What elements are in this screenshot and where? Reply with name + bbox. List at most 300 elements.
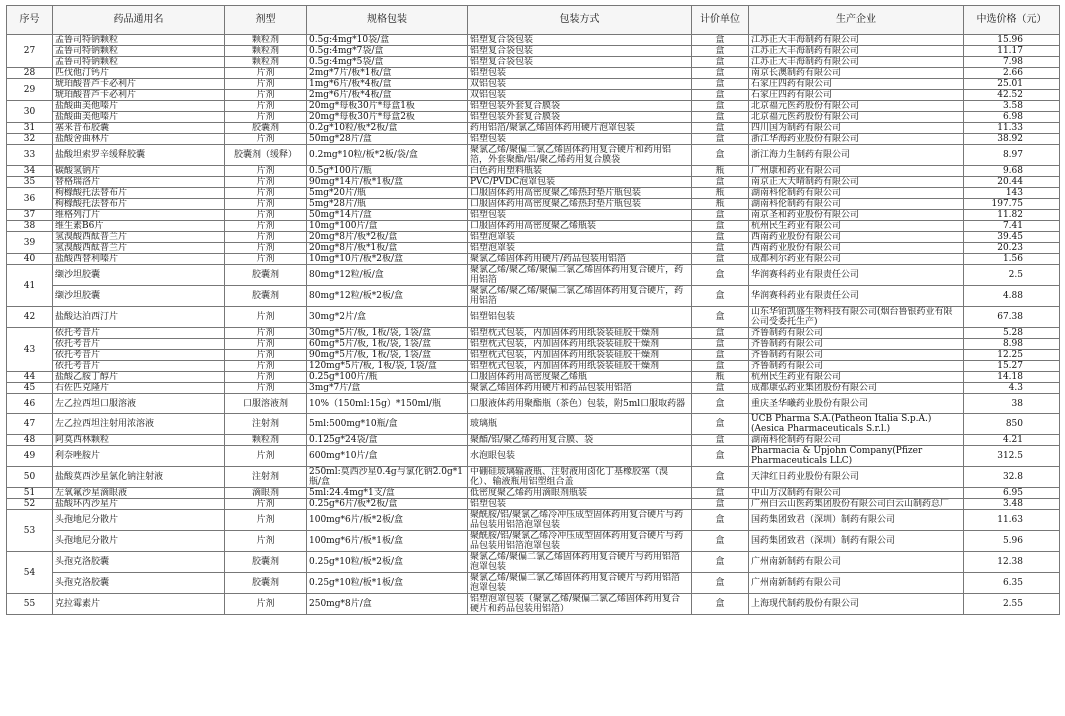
cell-packaging: 铝塑枕式包装，内加固体药用纸袋装硅胶干燥剂 xyxy=(468,328,692,339)
cell-packaging: 口服固体药用高密度聚乙烯瓶装 xyxy=(468,221,692,232)
cell-price: 850 xyxy=(964,414,1060,435)
cell-unit: 盒 xyxy=(692,35,749,46)
table-row xyxy=(7,552,1060,573)
cell-unit: 盒 xyxy=(692,79,749,90)
cell-dosage-form: 滴眼剂 xyxy=(225,488,307,499)
table-row xyxy=(7,594,1060,615)
table-row xyxy=(7,123,1060,134)
cell-price: 8.97 xyxy=(964,145,1060,166)
cell-spec: 20mg*8片/板*2板/盒 xyxy=(307,232,468,243)
cell-dosage-form: 片剂 xyxy=(225,446,307,467)
table-row xyxy=(7,307,1060,328)
cell-spec: 80mg*12粒/板/盒 xyxy=(307,265,468,286)
cell-price: 6.95 xyxy=(964,488,1060,499)
cell-price: 2.66 xyxy=(964,68,1060,79)
cell-packaging: 铝塑枕式包装，内加固体药用纸袋装硅胶干燥剂 xyxy=(468,361,692,372)
cell-dosage-form: 片剂 xyxy=(225,199,307,210)
cell-spec: 5mg*20片/瓶 xyxy=(307,188,468,199)
cell-price: 11.82 xyxy=(964,210,1060,221)
cell-unit: 盒 xyxy=(692,446,749,467)
cell-packaging: 双铝包装 xyxy=(468,79,692,90)
cell-spec: 0.25g*6片/板*2板/盒 xyxy=(307,499,468,510)
cell-dosage-form: 片剂 xyxy=(225,221,307,232)
cell-spec: 10%（150ml:15g）*150ml/瓶 xyxy=(307,394,468,414)
cell-spec: 20mg*每板30片*每盒1板 xyxy=(307,101,468,112)
cell-index: 51 xyxy=(7,488,53,499)
cell-index: 42 xyxy=(7,307,53,328)
cell-manufacturer: 北京福元医药股份有限公司 xyxy=(749,101,964,112)
cell-drug-name: 左氧氟沙星滴眼液 xyxy=(53,488,225,499)
cell-unit: 盒 xyxy=(692,254,749,265)
table-row xyxy=(7,510,1060,531)
cell-price: 143 xyxy=(964,188,1060,199)
table-row xyxy=(7,372,1060,383)
cell-drug-name: 头孢地尼分散片 xyxy=(53,531,225,552)
cell-manufacturer: 西南药业股份有限公司 xyxy=(749,243,964,254)
cell-dosage-form: 片剂 xyxy=(225,372,307,383)
cell-drug-name: 孟鲁司特钠颗粒 xyxy=(53,35,225,46)
cell-price: 67.38 xyxy=(964,307,1060,328)
cell-manufacturer: 上海现代制药股份有限公司 xyxy=(749,594,964,615)
cell-drug-name: 碳酸氢钠片 xyxy=(53,166,225,177)
cell-price: 12.38 xyxy=(964,552,1060,573)
table-row xyxy=(7,199,1060,210)
cell-index: 44 xyxy=(7,372,53,383)
cell-spec: 10mg*100片/盒 xyxy=(307,221,468,232)
table-row xyxy=(7,112,1060,123)
cell-packaging: 口服固体药用高密度聚乙烯热封垫片瓶包装 xyxy=(468,199,692,210)
cell-price: 3.58 xyxy=(964,101,1060,112)
cell-unit: 盒 xyxy=(692,383,749,394)
cell-packaging: 中硼硅玻璃输液瓶、注射液用卤化丁基橡胶塞（溴化）、输液瓶用铝塑组合盖 xyxy=(468,467,692,488)
cell-unit: 盒 xyxy=(692,435,749,446)
cell-manufacturer: 四川国为制药有限公司 xyxy=(749,123,964,134)
table-row xyxy=(7,446,1060,467)
cell-spec: 0.5g:4mg*5袋/盒 xyxy=(307,57,468,68)
cell-spec: 0.25g*10粒/板*2板/盒 xyxy=(307,552,468,573)
cell-dosage-form: 片剂 xyxy=(225,531,307,552)
cell-dosage-form: 片剂 xyxy=(225,243,307,254)
cell-packaging: 聚氯乙烯/聚乙烯/聚偏二氯乙烯固体药用复合硬片，药用铝箔 xyxy=(468,286,692,307)
cell-price: 8.98 xyxy=(964,339,1060,350)
cell-index: 28 xyxy=(7,68,53,79)
cell-price: 32.8 xyxy=(964,467,1060,488)
cell-spec: 50mg*14片/盒 xyxy=(307,210,468,221)
cell-unit: 盒 xyxy=(692,350,749,361)
cell-price: 11.17 xyxy=(964,46,1060,57)
cell-manufacturer: 西南药业股份有限公司 xyxy=(749,232,964,243)
cell-spec: 0.2mg*10粒/板*2板/袋/盒 xyxy=(307,145,468,166)
cell-dosage-form: 片剂 xyxy=(225,328,307,339)
table-row xyxy=(7,328,1060,339)
cell-dosage-form: 胶囊剂 xyxy=(225,123,307,134)
cell-index: 35 xyxy=(7,177,53,188)
cell-packaging: 铝塑铝包装 xyxy=(468,307,692,328)
cell-index: 33 xyxy=(7,145,53,166)
table-row xyxy=(7,339,1060,350)
table-row xyxy=(7,68,1060,79)
cell-drug-name: 克拉霉素片 xyxy=(53,594,225,615)
cell-packaging: 聚酰胺/铝/聚氯乙烯冷冲压成型固体药用复合硬片与药品包装用铝箔泡罩包装 xyxy=(468,510,692,531)
cell-price: 2.5 xyxy=(964,265,1060,286)
cell-unit: 盒 xyxy=(692,510,749,531)
header-row xyxy=(7,6,1060,35)
cell-drug-name: 氢溴酸西酞普兰片 xyxy=(53,232,225,243)
cell-spec: 1mg*6片/板*4板/盒 xyxy=(307,79,468,90)
cell-unit: 盒 xyxy=(692,531,749,552)
cell-drug-name: 依托考昔片 xyxy=(53,361,225,372)
drug-price-table xyxy=(6,5,1060,615)
cell-dosage-form: 注射剂 xyxy=(225,467,307,488)
cell-unit: 瓶 xyxy=(692,188,749,199)
cell-manufacturer: 北京福元医药股份有限公司 xyxy=(749,112,964,123)
cell-spec: 60mg*5片/板, 1板/袋, 1袋/盒 xyxy=(307,339,468,350)
cell-drug-name: 替格瑞洛片 xyxy=(53,177,225,188)
cell-spec: 30mg*2片/盒 xyxy=(307,307,468,328)
cell-packaging: 铝塑包装 xyxy=(468,210,692,221)
table-row xyxy=(7,145,1060,166)
table-row xyxy=(7,90,1060,101)
table-row xyxy=(7,243,1060,254)
cell-packaging: 铝塑泡罩装 xyxy=(468,243,692,254)
cell-price: 7.98 xyxy=(964,57,1060,68)
cell-unit: 盒 xyxy=(692,307,749,328)
cell-drug-name: 塞来昔布胶囊 xyxy=(53,123,225,134)
cell-drug-name: 盐酸环丙沙星片 xyxy=(53,499,225,510)
cell-spec: 50mg*28片/盒 xyxy=(307,134,468,145)
cell-index: 47 xyxy=(7,414,53,435)
cell-drug-name: 依托考昔片 xyxy=(53,350,225,361)
cell-unit: 盒 xyxy=(692,339,749,350)
cell-price: 4.3 xyxy=(964,383,1060,394)
cell-index: 40 xyxy=(7,254,53,265)
cell-drug-name: 盐酸西替利嗪片 xyxy=(53,254,225,265)
cell-drug-name: 孟鲁司特钠颗粒 xyxy=(53,46,225,57)
cell-index: 36 xyxy=(7,188,53,210)
cell-packaging: 低密度聚乙烯药用滴眼剂瓶装 xyxy=(468,488,692,499)
cell-manufacturer: 重庆圣华曦药业股份有限公司 xyxy=(749,394,964,414)
cell-dosage-form: 胶囊剂 xyxy=(225,573,307,594)
cell-manufacturer: Pharmacia & Upjohn Company(Pfizer Pharmaceuticals LLC) xyxy=(749,446,964,467)
cell-dosage-form: 片剂 xyxy=(225,101,307,112)
cell-price: 6.98 xyxy=(964,112,1060,123)
cell-unit: 盒 xyxy=(692,328,749,339)
col-header-price: 中选价格（元） xyxy=(964,6,1060,35)
table-row xyxy=(7,188,1060,199)
cell-price: 25.01 xyxy=(964,79,1060,90)
cell-price: 20.44 xyxy=(964,177,1060,188)
cell-spec: 20mg*8片/板*1板/盒 xyxy=(307,243,468,254)
cell-dosage-form: 注射剂 xyxy=(225,414,307,435)
cell-manufacturer: 杭州民生药业有限公司 xyxy=(749,372,964,383)
table-row xyxy=(7,350,1060,361)
cell-unit: 盒 xyxy=(692,488,749,499)
cell-packaging: 铝塑包装外套复合膜袋 xyxy=(468,112,692,123)
drug-price-table-container xyxy=(6,5,1059,615)
cell-manufacturer: 广州南新制药有限公司 xyxy=(749,573,964,594)
col-header-spec: 规格包装 xyxy=(307,6,468,35)
cell-manufacturer: 山东华铂凯盛生物科技有限公司(烟台鲁银药业有限公司受委托生产) xyxy=(749,307,964,328)
cell-dosage-form: 片剂 xyxy=(225,499,307,510)
cell-drug-name: 匹伐他汀钙片 xyxy=(53,68,225,79)
cell-price: 1.56 xyxy=(964,254,1060,265)
cell-dosage-form: 片剂 xyxy=(225,134,307,145)
cell-unit: 盒 xyxy=(692,145,749,166)
cell-price: 39.45 xyxy=(964,232,1060,243)
cell-unit: 瓶 xyxy=(692,199,749,210)
cell-manufacturer: 华润赛科药业有限责任公司 xyxy=(749,286,964,307)
cell-manufacturer: 齐鲁制药有限公司 xyxy=(749,361,964,372)
cell-index: 49 xyxy=(7,446,53,467)
table-row xyxy=(7,210,1060,221)
cell-manufacturer: 广州南新制药有限公司 xyxy=(749,552,964,573)
col-header-drug-name: 药品通用名 xyxy=(53,6,225,35)
cell-price: 5.28 xyxy=(964,328,1060,339)
cell-spec: 90mg*14片/板*1板/盒 xyxy=(307,177,468,188)
cell-price: 2.55 xyxy=(964,594,1060,615)
cell-drug-name: 孟鲁司特钠颗粒 xyxy=(53,57,225,68)
cell-drug-name: 阿莫西林颗粒 xyxy=(53,435,225,446)
cell-price: 15.27 xyxy=(964,361,1060,372)
cell-index: 41 xyxy=(7,265,53,307)
cell-spec: 90mg*5片/板, 1板/袋, 1袋/盒 xyxy=(307,350,468,361)
cell-unit: 盒 xyxy=(692,499,749,510)
cell-dosage-form: 片剂 xyxy=(225,90,307,101)
cell-packaging: 铝塑泡罩装 xyxy=(468,232,692,243)
cell-price: 11.63 xyxy=(964,510,1060,531)
cell-manufacturer: 南京正大天晴制药有限公司 xyxy=(749,177,964,188)
cell-spec: 0.25g*100片/瓶 xyxy=(307,372,468,383)
cell-drug-name: 头孢地尼分散片 xyxy=(53,510,225,531)
cell-manufacturer: 浙江华海药业股份有限公司 xyxy=(749,134,964,145)
cell-index: 39 xyxy=(7,232,53,254)
cell-unit: 盒 xyxy=(692,232,749,243)
cell-price: 3.48 xyxy=(964,499,1060,510)
cell-drug-name: 头孢克洛胶囊 xyxy=(53,573,225,594)
cell-drug-name: 琥珀酸普芦卡必利片 xyxy=(53,90,225,101)
cell-dosage-form: 胶囊剂 xyxy=(225,552,307,573)
cell-manufacturer: 江苏正大丰海制药有限公司 xyxy=(749,35,964,46)
cell-dosage-form: 片剂 xyxy=(225,594,307,615)
cell-manufacturer: 江苏正大丰海制药有限公司 xyxy=(749,46,964,57)
cell-manufacturer: UCB Pharma S.A.(Patheon Italia S.p.A.)(Aesica Pharmaceuticals S.r.l.) xyxy=(749,414,964,435)
cell-spec: 0.2g*10粒/板*2板/盒 xyxy=(307,123,468,134)
cell-packaging: 聚酰胺/铝/聚氯乙烯冷冲压成型固体药用复合硬片与药品包装用铝箔泡罩包装 xyxy=(468,531,692,552)
cell-drug-name: 盐酸曲美他嗪片 xyxy=(53,112,225,123)
cell-dosage-form: 颗粒剂 xyxy=(225,46,307,57)
cell-manufacturer: 齐鲁制药有限公司 xyxy=(749,350,964,361)
cell-manufacturer: 浙江海力生制药有限公司 xyxy=(749,145,964,166)
cell-index: 50 xyxy=(7,467,53,488)
cell-spec: 120mg*5片/板, 1板/袋, 1袋/盒 xyxy=(307,361,468,372)
cell-spec: 100mg*6片/板*2板/盒 xyxy=(307,510,468,531)
table-row xyxy=(7,265,1060,286)
col-header-dosage-form: 剂型 xyxy=(225,6,307,35)
cell-packaging: 药用铝箔/聚氯乙烯固体药用硬片泡罩包装 xyxy=(468,123,692,134)
cell-index: 43 xyxy=(7,328,53,372)
cell-dosage-form: 片剂 xyxy=(225,210,307,221)
cell-drug-name: 氢溴酸西酞普兰片 xyxy=(53,243,225,254)
cell-unit: 盒 xyxy=(692,221,749,232)
cell-index: 53 xyxy=(7,510,53,552)
cell-drug-name: 盐酸莫西沙星氯化钠注射液 xyxy=(53,467,225,488)
table-row xyxy=(7,435,1060,446)
cell-unit: 盒 xyxy=(692,286,749,307)
table-row xyxy=(7,177,1060,188)
cell-spec: 2mg*6片/板*4板/盒 xyxy=(307,90,468,101)
table-row xyxy=(7,232,1060,243)
cell-index: 31 xyxy=(7,123,53,134)
cell-index: 46 xyxy=(7,394,53,414)
cell-manufacturer: 华润赛科药业有限责任公司 xyxy=(749,265,964,286)
cell-packaging: 铝塑枕式包装，内加固体药用纸袋装硅胶干燥剂 xyxy=(468,339,692,350)
cell-spec: 10mg*10片/板*2板/盒 xyxy=(307,254,468,265)
cell-spec: 0.125g*24袋/盒 xyxy=(307,435,468,446)
table-row xyxy=(7,499,1060,510)
cell-spec: 0.25g*10粒/板*1板/盒 xyxy=(307,573,468,594)
cell-packaging: 聚氯乙烯/聚乙烯/聚偏二氯乙烯固体药用复合硬片，药用铝箔 xyxy=(468,265,692,286)
cell-drug-name: 琥珀酸普芦卡必利片 xyxy=(53,79,225,90)
cell-price: 15.96 xyxy=(964,35,1060,46)
cell-spec: 250mg*8片/盒 xyxy=(307,594,468,615)
cell-unit: 盒 xyxy=(692,112,749,123)
cell-dosage-form: 片剂 xyxy=(225,254,307,265)
cell-manufacturer: 成都康弘药业集团股份有限公司 xyxy=(749,383,964,394)
cell-spec: 3mg*7片/盒 xyxy=(307,383,468,394)
table-body xyxy=(7,35,1060,615)
cell-dosage-form: 颗粒剂 xyxy=(225,35,307,46)
table-row xyxy=(7,254,1060,265)
cell-manufacturer: 成都利尔药业有限公司 xyxy=(749,254,964,265)
cell-unit: 盒 xyxy=(692,101,749,112)
cell-price: 38 xyxy=(964,394,1060,414)
table-row xyxy=(7,467,1060,488)
cell-packaging: 铝塑复合袋包装 xyxy=(468,57,692,68)
cell-unit: 盒 xyxy=(692,265,749,286)
cell-index: 38 xyxy=(7,221,53,232)
cell-dosage-form: 口服溶液剂 xyxy=(225,394,307,414)
cell-drug-name: 枸橼酸托法替布片 xyxy=(53,199,225,210)
cell-manufacturer: 湖南科伦制药有限公司 xyxy=(749,435,964,446)
cell-dosage-form: 片剂 xyxy=(225,79,307,90)
cell-dosage-form: 片剂 xyxy=(225,188,307,199)
cell-drug-name: 依托考昔片 xyxy=(53,328,225,339)
cell-drug-name: 缬沙坦胶囊 xyxy=(53,286,225,307)
cell-spec: 0.5g*100片/瓶 xyxy=(307,166,468,177)
cell-packaging: 聚氯乙烯/聚偏二氯乙烯固体药用复合硬片和药用铝箔，外套聚酯/铝/聚乙烯药用复合膜袋 xyxy=(468,145,692,166)
cell-packaging: 口服固体药用高密度聚乙烯瓶 xyxy=(468,372,692,383)
cell-drug-name: 盐酸坦索罗辛缓释胶囊 xyxy=(53,145,225,166)
cell-manufacturer: 石家庄四药有限公司 xyxy=(749,90,964,101)
cell-drug-name: 维生素B6片 xyxy=(53,221,225,232)
cell-unit: 盒 xyxy=(692,467,749,488)
cell-manufacturer: 广州白云山医药集团股份有限公司白云山制药总厂 xyxy=(749,499,964,510)
table-row xyxy=(7,101,1060,112)
table-row xyxy=(7,35,1060,46)
cell-unit: 盒 xyxy=(692,243,749,254)
cell-packaging: 水泡眼包装 xyxy=(468,446,692,467)
cell-price: 38.92 xyxy=(964,134,1060,145)
table-row xyxy=(7,531,1060,552)
cell-price: 4.88 xyxy=(964,286,1060,307)
cell-spec: 30mg*5片/板, 1板/袋, 1袋/盒 xyxy=(307,328,468,339)
cell-spec: 5mg*28片/瓶 xyxy=(307,199,468,210)
table-row xyxy=(7,361,1060,372)
cell-dosage-form: 片剂 xyxy=(225,177,307,188)
cell-spec: 5ml:500mg*10瓶/盒 xyxy=(307,414,468,435)
cell-manufacturer: 天津红日药业股份有限公司 xyxy=(749,467,964,488)
cell-unit: 盒 xyxy=(692,552,749,573)
cell-spec: 5ml:24.4mg*1支/盒 xyxy=(307,488,468,499)
cell-drug-name: 盐酸达泊西汀片 xyxy=(53,307,225,328)
cell-manufacturer: 湖南科伦制药有限公司 xyxy=(749,199,964,210)
cell-manufacturer: 广州康和药业有限公司 xyxy=(749,166,964,177)
cell-unit: 盒 xyxy=(692,210,749,221)
cell-drug-name: 利奈唑胺片 xyxy=(53,446,225,467)
cell-dosage-form: 片剂 xyxy=(225,510,307,531)
cell-manufacturer: 湖南科伦制药有限公司 xyxy=(749,188,964,199)
cell-unit: 盒 xyxy=(692,90,749,101)
cell-manufacturer: 齐鲁制药有限公司 xyxy=(749,339,964,350)
cell-unit: 盒 xyxy=(692,68,749,79)
cell-packaging: 玻璃瓶 xyxy=(468,414,692,435)
cell-packaging: PVC/PVDC泡罩包装 xyxy=(468,177,692,188)
cell-index: 29 xyxy=(7,79,53,101)
cell-price: 11.33 xyxy=(964,123,1060,134)
table-row xyxy=(7,79,1060,90)
table-row xyxy=(7,488,1060,499)
cell-price: 312.5 xyxy=(964,446,1060,467)
col-header-index: 序号 xyxy=(7,6,53,35)
cell-manufacturer: 南京圣和药业股份有限公司 xyxy=(749,210,964,221)
cell-unit: 盒 xyxy=(692,414,749,435)
cell-dosage-form: 胶囊剂 xyxy=(225,265,307,286)
cell-index: 55 xyxy=(7,594,53,615)
cell-unit: 盒 xyxy=(692,394,749,414)
cell-drug-name: 盐酸曲美他嗪片 xyxy=(53,101,225,112)
cell-manufacturer: 国药集团致君（深圳）制药有限公司 xyxy=(749,510,964,531)
cell-price: 9.68 xyxy=(964,166,1060,177)
cell-packaging: 双铝包装 xyxy=(468,90,692,101)
cell-price: 4.21 xyxy=(964,435,1060,446)
cell-index: 52 xyxy=(7,499,53,510)
cell-price: 42.52 xyxy=(964,90,1060,101)
cell-drug-name: 右佐匹克隆片 xyxy=(53,383,225,394)
cell-packaging: 聚氯乙烯/聚偏二氯乙烯固体药用复合硬片与药用铝箔泡罩包装 xyxy=(468,573,692,594)
cell-drug-name: 头孢克洛胶囊 xyxy=(53,552,225,573)
cell-dosage-form: 片剂 xyxy=(225,339,307,350)
cell-dosage-form: 片剂 xyxy=(225,166,307,177)
cell-spec: 20mg*每板30片*每盒2板 xyxy=(307,112,468,123)
cell-drug-name: 缬沙坦胶囊 xyxy=(53,265,225,286)
cell-packaging: 聚氯乙烯固体药用硬片和药品包装用铝箔 xyxy=(468,383,692,394)
cell-price: 6.35 xyxy=(964,573,1060,594)
cell-index: 30 xyxy=(7,101,53,123)
cell-packaging: 铝塑包装 xyxy=(468,134,692,145)
cell-drug-name: 盐酸舍曲林片 xyxy=(53,134,225,145)
cell-drug-name: 左乙拉西坦注射用浓溶液 xyxy=(53,414,225,435)
cell-spec: 0.5g:4mg*7袋/盒 xyxy=(307,46,468,57)
cell-packaging: 铝塑包装外套复合膜袋 xyxy=(468,101,692,112)
cell-packaging: 铝塑包装 xyxy=(468,68,692,79)
cell-spec: 250ml:莫西沙星0.4g与氯化钠2.0g*1瓶/盒 xyxy=(307,467,468,488)
cell-drug-name: 维格列汀片 xyxy=(53,210,225,221)
col-header-packaging: 包装方式 xyxy=(468,6,692,35)
cell-manufacturer: 齐鲁制药有限公司 xyxy=(749,328,964,339)
cell-spec: 80mg*12粒/板*2板/盒 xyxy=(307,286,468,307)
cell-drug-name: 枸橼酸托法替布片 xyxy=(53,188,225,199)
table-row xyxy=(7,414,1060,435)
